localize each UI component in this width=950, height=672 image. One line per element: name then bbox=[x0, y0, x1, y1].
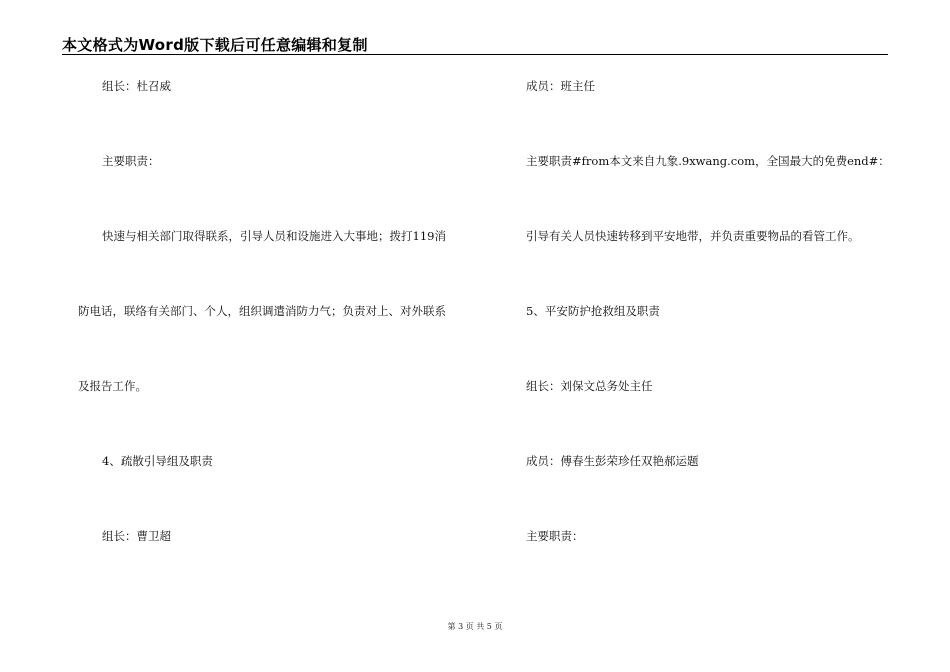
right-line-section-duties-heading: 主要职责： bbox=[526, 529, 584, 543]
right-line-section-leader: 组长：刘保文总务处主任 bbox=[526, 379, 653, 393]
left-line-duties-heading: 主要职责： bbox=[102, 154, 160, 168]
page-number-footer: 第 3 页 共 5 页 bbox=[447, 622, 503, 631]
right-line-section-heading: 5、平安防护抢救组及职责 bbox=[526, 304, 660, 318]
left-line-section-leader: 组长：曹卫超 bbox=[102, 529, 171, 543]
left-line-section-heading: 4、疏散引导组及职责 bbox=[102, 454, 213, 468]
left-line-duties-text-1: 快速与相关部门取得联系，引导人员和设施进入大事地；拨打119消 bbox=[102, 229, 446, 243]
left-line-duties-text-2: 防电话，联络有关部门、个人，组织调遣消防力气；负责对上、对外联系 bbox=[78, 304, 446, 318]
right-line-members: 成员：班主任 bbox=[526, 79, 595, 93]
left-line-duties-text-3: 及报告工作。 bbox=[78, 379, 147, 393]
right-column bbox=[475, 0, 950, 672]
right-line-section-members: 成员：傅春生彭荣珍任双艳郝运题 bbox=[526, 454, 699, 468]
left-line-leader: 组长：杜召威 bbox=[102, 79, 171, 93]
document-header-title: 本文格式为Word版下载后可任意编辑和复制 bbox=[62, 36, 368, 54]
right-line-duties-text: 引导有关人员快速转移到平安地带，并负责重要物品的看管工作。 bbox=[526, 229, 860, 243]
right-line-duties-heading: 主要职责#from本文来自九象.9xwang.com，全国最大的免费end#： bbox=[526, 154, 890, 168]
